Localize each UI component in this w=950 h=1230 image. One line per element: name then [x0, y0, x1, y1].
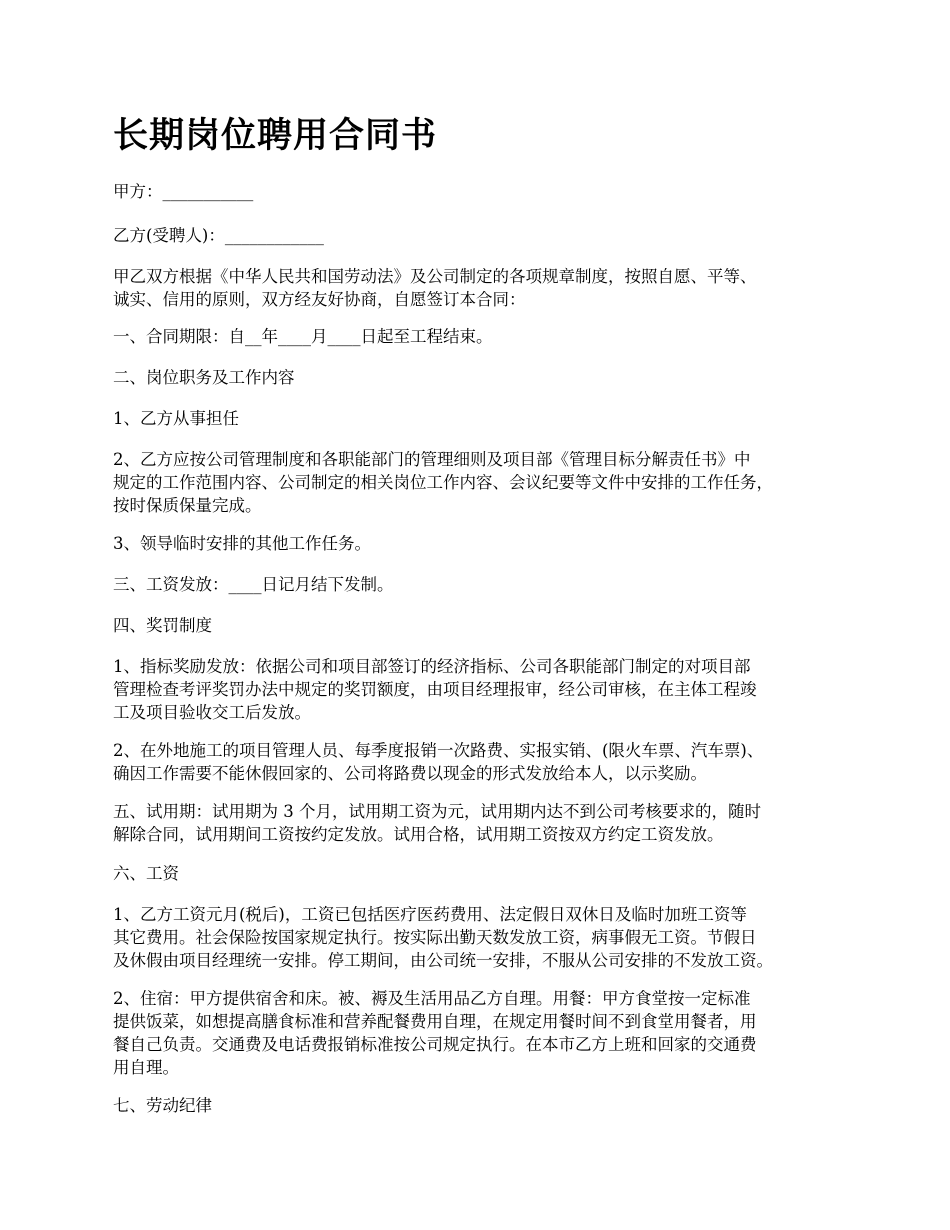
- section-4-heading: 四、奖罚制度: [113, 616, 212, 635]
- section-2-heading: 二、岗位职务及工作内容: [113, 368, 295, 387]
- section-6-item-2-line-1: 2、住宿：甲方提供宿舍和床。被、褥及生活用品乙方自理。用餐：甲方食堂按一定标准: [113, 989, 751, 1008]
- section-7-heading: 七、劳动纪律: [113, 1096, 212, 1115]
- section-4-item-2-line-1: 2、在外地施工的项目管理人员、每季度报销一次路费、实报实销、(限火车票、汽车票)、: [113, 741, 764, 760]
- section-6-item-2-line-3: 餐自己负责。交通费及电话费报销标准按公司规定执行。在本市乙方上班和回家的交通费: [113, 1035, 757, 1054]
- section-4-item-1-line-3: 工及项目验收交工后发放。: [113, 703, 311, 722]
- section-4-item-1-line-1: 1、指标奖励发放：依据公司和项目部签订的经济指标、公司各职能部门制定的对项目部: [113, 657, 751, 676]
- intro-line-1: 甲乙双方根据《中华人民共和国劳动法》及公司制定的各项规章制度，按照自愿、平等、: [113, 267, 757, 286]
- section-6-heading: 六、工资: [113, 864, 179, 883]
- section-2-item-2-line-2: 规定的工作范围内容、公司制定的相关岗位工作内容、会议纪要等文件中安排的工作任务，: [113, 473, 773, 492]
- section-6-item-2-line-2: 提供饭菜，如想提高膳食标准和营养配餐费用自理，在规定用餐时间不到食堂用餐者，用: [113, 1012, 757, 1031]
- section-1-term: 一、合同期限：自__年____月____日起至工程结束。: [113, 327, 493, 346]
- section-2-item-2-line-1: 2、乙方应按公司管理制度和各职能部门的管理细则及项目部《管理目标分解责任书》中: [113, 450, 751, 469]
- section-4-item-2-line-2: 确因工作需要不能休假回家的、公司将路费以现金的形式发放给本人，以示奖励。: [113, 764, 707, 783]
- section-6-item-1-line-3: 及休假由项目经理统一安排。停工期间，由公司统一安排，不服从公司安排的不发放工资。: [113, 951, 773, 970]
- section-5-line-1: 五、试用期：试用期为 3 个月，试用期工资为元，试用期内达不到公司考核要求的，随时: [113, 802, 761, 821]
- party-b-line: 乙方(受聘人)：____________: [113, 226, 324, 245]
- section-2-item-1: 1、乙方从事担任: [113, 409, 239, 428]
- section-6-item-1-line-2: 其它费用。社会保险按国家规定执行。按实际出勤天数发放工资，病事假无工资。节假日: [113, 928, 757, 947]
- section-5-line-2: 解除合同，试用期间工资按约定发放。试用合格，试用期工资按双方约定工资发放。: [113, 825, 724, 844]
- section-2-item-3: 3、领导临时安排的其他工作任务。: [113, 534, 371, 553]
- intro-line-2: 诚实、信用的原则，双方经友好协商，自愿签订本合同：: [113, 290, 526, 309]
- section-6-item-2-line-4: 用自理。: [113, 1058, 179, 1077]
- section-2-item-2-line-3: 按时保质保量完成。: [113, 496, 262, 515]
- section-4-item-1-line-2: 管理检查考评奖罚办法中规定的奖罚额度，由项目经理报审，经公司审核，在主体工程竣: [113, 680, 757, 699]
- section-6-item-1-line-1: 1、乙方工资元月(税后)，工资已包括医疗医药费用、法定假日双休日及临时加班工资等: [113, 905, 747, 924]
- party-a-line: 甲方：___________: [113, 182, 254, 201]
- section-3-pay: 三、工资发放：____日记月结下发制。: [113, 575, 394, 594]
- document-title: 长期岗位聘用合同书: [113, 116, 438, 156]
